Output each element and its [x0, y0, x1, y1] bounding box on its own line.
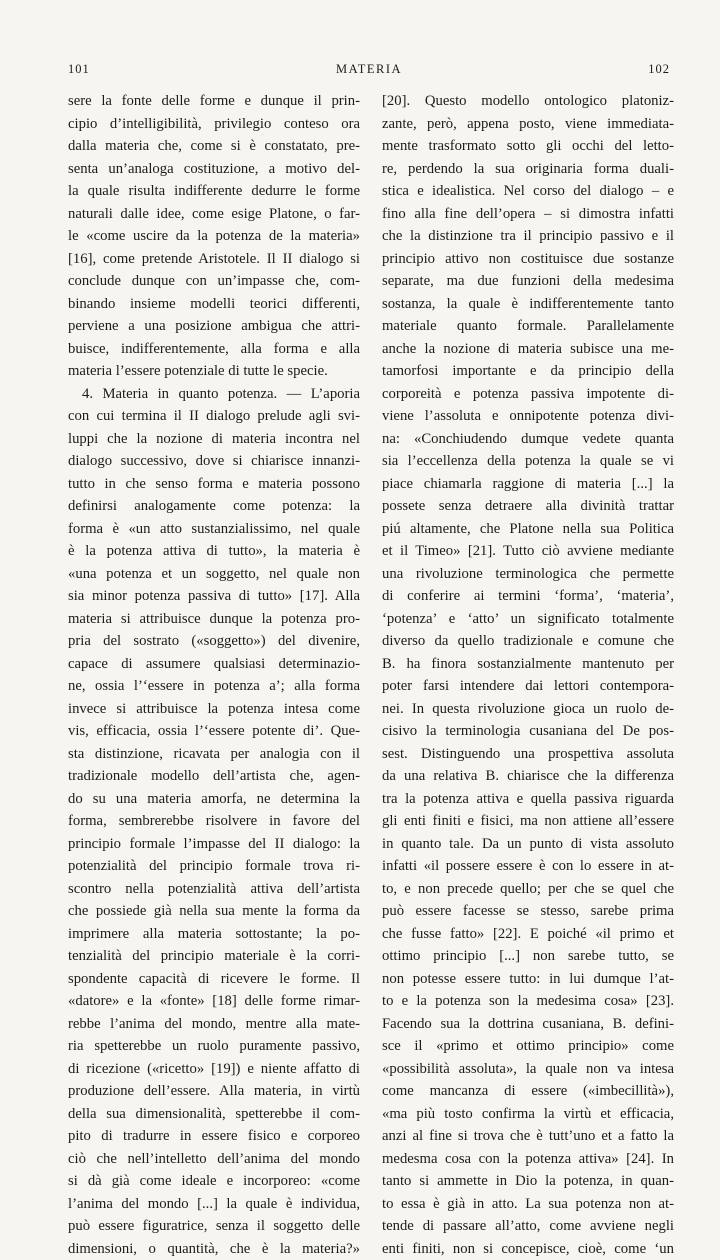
text-line: con cui termina il II dialogo prelude agli svi-: [68, 405, 360, 428]
text-line: stica e idealistica. Nel corso del dialogo – e: [382, 180, 674, 203]
text-line: tenzialità del principio materiale è la corri-: [68, 945, 360, 968]
text-line: naturali dalle idee, come esige Platone, o far-: [68, 203, 360, 226]
text-line: luppi che la nozione di materia incontra nel: [68, 428, 360, 451]
text-line: forma, sembrerebbe risolvere in favore del: [68, 810, 360, 833]
text-line: ottimo principio [...] non sarebe tutto, se: [382, 945, 674, 968]
text-line: che la distinzione tra il principio passivo e il: [382, 225, 674, 248]
text-line: anche la nozione di materia subisce una me-: [382, 338, 674, 361]
text-line: piú altamente, che Platone nella sua Politica: [382, 518, 674, 541]
text-line: sia minor potenza passiva di tutto» [17]. Alla: [68, 585, 360, 608]
text-line: principio attivo non costituisce due sostanze: [382, 248, 674, 271]
text-line: che fusse fatto» [22]. E poiché «il primo et: [382, 923, 674, 946]
text-line: senta un’analoga costituzione, a motivo del-: [68, 158, 360, 181]
text-line: piace chiamarla raggione di materia [...] la: [382, 473, 674, 496]
text-line: ‘potenza’ e ‘atto’ un significato totalmente: [382, 608, 674, 631]
text-line: della sua dimensionalità, spetterebbe il com-: [68, 1103, 360, 1126]
text-line: «ma più tosto confirma la virtù et efficacia,: [382, 1103, 674, 1126]
text-line: potenzialità del principio formale trova ri-: [68, 855, 360, 878]
text-line: fino alla fine dell’opera – si dimostra infatti: [382, 203, 674, 226]
text-line: cisivo la terminologia cusaniana del De pos-: [382, 720, 674, 743]
text-line: come mancanza di essere («imbecillità»),: [382, 1080, 674, 1103]
text-line: sta distinzione, ricavata per analogia con il: [68, 743, 360, 766]
text-line: dimensioni, o quantità, che è la materia?»: [68, 1238, 360, 1260]
text-line: cipio d’intelligibilità, privilegio conteso ora: [68, 113, 360, 136]
text-line: da una relativa B. chiarisce che la differenza: [382, 765, 674, 788]
text-line: to e la potenza son la medesima cosa» [23].: [382, 990, 674, 1013]
text-line: dalla materia che, come si è constatato, pre-: [68, 135, 360, 158]
text-line: materia si attribuisce dunque la potenza pro-: [68, 608, 360, 631]
text-line: 4. Materia in quanto potenza. — L’aporia: [68, 383, 360, 406]
text-line: sest. Distinguendo una prospettiva assoluta: [382, 743, 674, 766]
text-line: Facendo sua la dottrina cusaniana, B. defini-: [382, 1013, 674, 1036]
text-line: ciò che nell’intelletto dell’anima del mondo: [68, 1148, 360, 1171]
text-line: una rivoluzione terminologica che permette: [382, 563, 674, 586]
text-line: nei. In questa rivoluzione gioca un ruolo de-: [382, 698, 674, 721]
text-line: viene l’assoluta e onnipotente potenza divi-: [382, 405, 674, 428]
text-line: re, perdendo la sua originaria forma duali-: [382, 158, 674, 181]
page-number-right: 102: [648, 62, 670, 77]
text-line: corporeità e potenza passiva impotente di-: [382, 383, 674, 406]
text-line: do su una materia amorfa, ne determina la: [68, 788, 360, 811]
text-line: scontro nella potenzialità attiva dell’artista: [68, 878, 360, 901]
text-line: tanto si ammette in Dio la potenza, in quan-: [382, 1170, 674, 1193]
text-line: spondente capacità di ricevere le forme. Il: [68, 968, 360, 991]
text-line: materiale quanto formale. Parallelamente: [382, 315, 674, 338]
text-line: sostanza, la quale è indifferentemente tanto: [382, 293, 674, 316]
text-line: di conferire ai termini ‘forma’, ‘materia’,: [382, 585, 674, 608]
text-line: produzione dell’essere. Alla materia, in virtù: [68, 1080, 360, 1103]
text-line: che possiede già nella sua mente la forma da: [68, 900, 360, 923]
text-line: na: «Conchiudendo dumque vedete quanta: [382, 428, 674, 451]
text-line: può essere figuratrice, senza il soggetto delle: [68, 1215, 360, 1238]
text-line: principio formale l’impasse del II dialogo: la: [68, 833, 360, 856]
text-line: rebbe l’anima del mondo, mentre alla mate-: [68, 1013, 360, 1036]
text-line: separate, ma due funzioni della medesima: [382, 270, 674, 293]
text-line: la quale risulta indifferente dedurre le forme: [68, 180, 360, 203]
text-line: tamorfosi importante e da principio della: [382, 360, 674, 383]
left-text-column: [68, 90, 360, 1260]
text-line: dialogo successivo, dove si chiarisce innanzi-: [68, 450, 360, 473]
text-line: definirsi analogamente come potenza: la: [68, 495, 360, 518]
text-line: in quanto tale. Da un punto di vista assoluto: [382, 833, 674, 856]
text-line: B. ha finora sostanzialmente mantenuto per: [382, 653, 674, 676]
text-line: «possibilità assoluta», la quale non va intesa: [382, 1058, 674, 1081]
text-line: le «come uscire da la potenza de la materia»: [68, 225, 360, 248]
text-line: l’anima del mondo [...] la quale è individua,: [68, 1193, 360, 1216]
text-line: et il Timeo» [21]. Tutto ciò avviene mediante: [382, 540, 674, 563]
text-line: «una potenza et un soggetto, nel quale non: [68, 563, 360, 586]
text-line: «datore» e la «fonte» [18] delle forme rimar-: [68, 990, 360, 1013]
text-line: materia l’essere potenziale di tutte le specie.: [68, 360, 360, 383]
text-line: enti finiti, non si concepisce, cioè, come ‘un: [382, 1238, 674, 1260]
text-line: può essere facesse se stesso, sarebe prima: [382, 900, 674, 923]
text-line: pito di tradurre in essere fisico e corporeo: [68, 1125, 360, 1148]
text-line: possete senza detraere alla divinità trattar: [382, 495, 674, 518]
page-number-left: 101: [68, 62, 90, 77]
text-line: sere la fonte delle forme e dunque il prin-: [68, 90, 360, 113]
text-line: invece si attribuisce la potenza intesa come: [68, 698, 360, 721]
text-line: to, e non precede quello; per che se quel che: [382, 878, 674, 901]
text-line: gli enti finiti e fisici, ma non attiene all’essere: [382, 810, 674, 833]
text-line: anzi al fine si trova che è tutt’uno et a fatto la: [382, 1125, 674, 1148]
text-line: conclude dunque con un’impasse che, com-: [68, 270, 360, 293]
text-line: perviene a una posizione ambigua che attri-: [68, 315, 360, 338]
text-line: di ricezione («ricetto» [19]) e niente affatto di: [68, 1058, 360, 1081]
text-line: tra la potenza attiva e quella passiva riguarda: [382, 788, 674, 811]
text-line: sia l’eccellenza della potenza la quale se vi: [382, 450, 674, 473]
text-line: [20]. Questo modello ontologico platoniz-: [382, 90, 674, 113]
text-line: to essa è già in atto. La sua potenza non at-: [382, 1193, 674, 1216]
text-line: medesma cosa con la potenza attiva» [24]. In: [382, 1148, 674, 1171]
text-line: buisce, indifferentemente, alla forma e alla: [68, 338, 360, 361]
text-line: non potesse essere tutto: in lui dumque l’at-: [382, 968, 674, 991]
text-line: pria del sostrato («soggetto») del divenire,: [68, 630, 360, 653]
text-line: imprimere alla materia sottostante; la po-: [68, 923, 360, 946]
text-line: ne, ossia l’‘essere in potenza a’; alla forma: [68, 675, 360, 698]
text-line: forma è «un atto sustanzialissimo, nel quale: [68, 518, 360, 541]
text-line: [16], come pretende Aristotele. Il II dialogo si: [68, 248, 360, 271]
text-line: tende di passare all’atto, come avviene negli: [382, 1215, 674, 1238]
text-line: diverso da quello tradizionale e comune che: [382, 630, 674, 653]
text-line: infatti «il possere essere è con lo essere in at-: [382, 855, 674, 878]
text-line: tradizionale modello dell’artista che, agen-: [68, 765, 360, 788]
running-head: [68, 62, 670, 82]
text-line: tutto in che senso forma e materia possono: [68, 473, 360, 496]
text-line: ria spetterebbe un ruolo puramente passivo,: [68, 1035, 360, 1058]
right-text-column: [382, 90, 674, 1260]
text-line: vis, efficacia, ossia l’‘essere potente di’. Que-: [68, 720, 360, 743]
text-line: mente trasformato sotto gli occhi del letto-: [382, 135, 674, 158]
text-line: capace di assumere qualsiasi determinazio-: [68, 653, 360, 676]
text-line: zante, però, appena posto, viene immediata-: [382, 113, 674, 136]
text-line: si dà già come ideale e incorporeo: «come: [68, 1170, 360, 1193]
text-line: sce il «primo et ottimo principio» come: [382, 1035, 674, 1058]
running-title: MATERIA: [68, 62, 670, 77]
text-line: binando insieme modelli teorici differenti,: [68, 293, 360, 316]
text-line: è la potenza attiva di tutto», la materia è: [68, 540, 360, 563]
text-line: poter farsi intendere dai lettori contempora-: [382, 675, 674, 698]
